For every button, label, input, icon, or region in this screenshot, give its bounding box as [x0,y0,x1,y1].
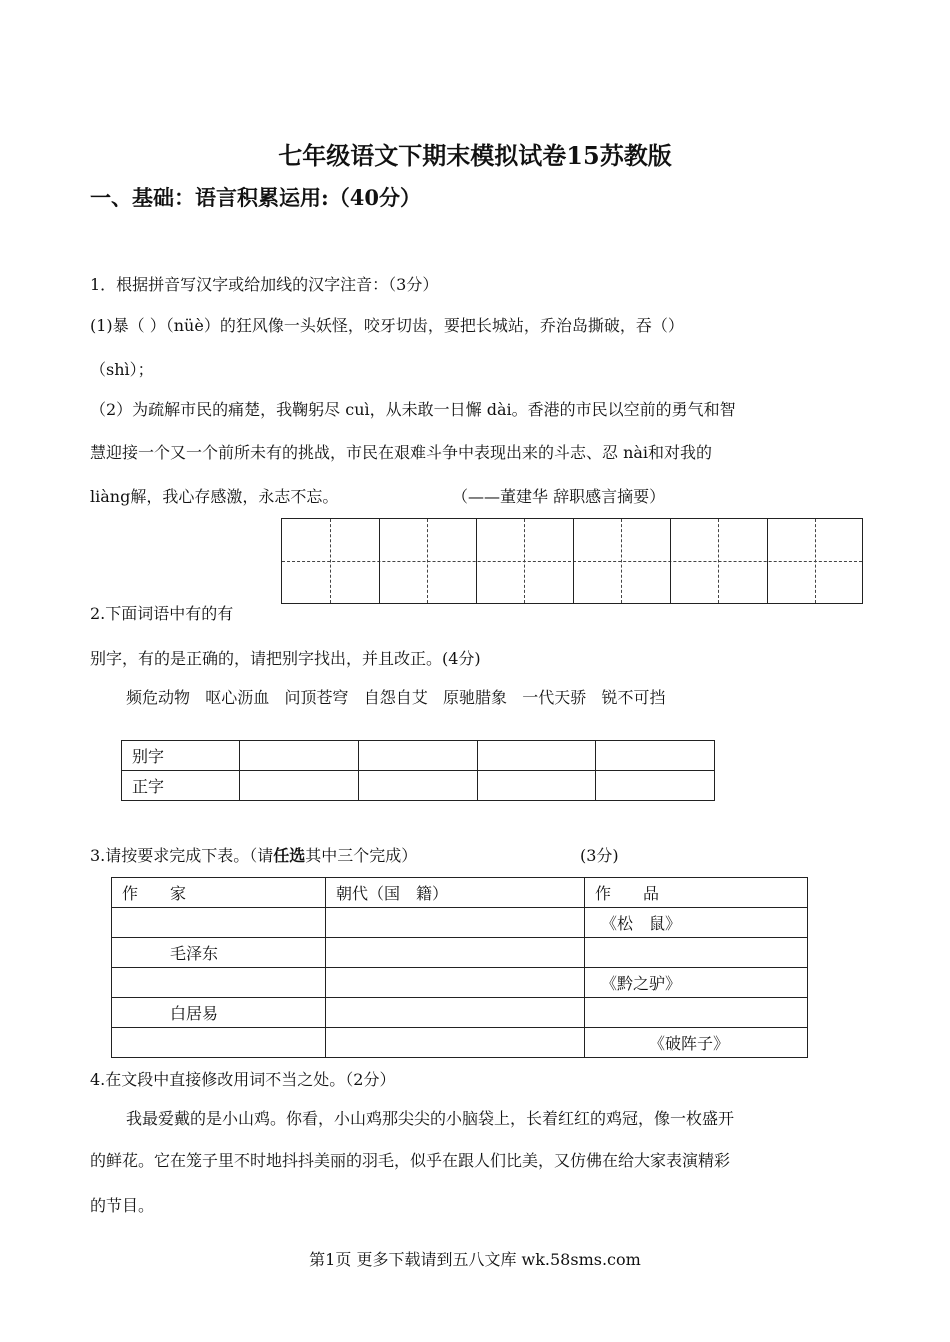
dynasty-cell[interactable] [326,938,585,968]
q1-line2: （shì）； [90,360,154,379]
q1-line3: （2）为疏解市民的痛楚，我鞠躬尽 cuì，从未敢一日懈 dài。香港的市民以空前的勇气和智 [90,400,736,419]
dynasty-cell[interactable] [326,968,585,998]
work-cell: 《松 鼠》 [585,908,808,938]
q1-line5: liàng解，我心存感激，永志不忘。 [90,487,339,506]
work-cell: 《破阵子》 [585,1028,808,1058]
page-title: 七年级语文下期末模拟试卷15苏教版 [278,141,672,170]
dynasty-cell[interactable] [326,908,585,938]
table-row [112,968,808,998]
dynasty-cell[interactable] [326,998,585,1028]
q4-line1: 我最爱戴的是小山鸡。你看，小山鸡那尖尖的小脑袋上，长着红红的鸡冠，像一枚盛开 [126,1109,735,1128]
q1-line4: 慧迎接一个又一个前所未有的挑战，市民在艰难斗争中表现出来的斗志、忍 nài和对我的 [90,443,713,462]
dynasty-cell[interactable] [326,1028,585,1058]
header-dynasty: 朝代（国 籍） [326,878,585,908]
q3-prompt: 3.请按要求完成下表。（请任选其中三个完成） [90,846,418,865]
answer-cell[interactable] [358,771,477,801]
writing-grid[interactable] [281,518,863,604]
author-cell[interactable] [112,1028,326,1058]
table-row [122,741,715,771]
author-cell: 毛泽东 [112,938,326,968]
table-row [112,998,808,1028]
author-cell[interactable] [112,908,326,938]
q4-prompt: 4.在文段中直接修改用词不当之处。（2分） [90,1070,396,1089]
q1-prompt: 1．根据拼音写汉字或给加线的汉字注音：（3分） [90,275,439,294]
q1-line1: (1)暴（ ）（nüè）的狂风像一头妖怪，咬牙切齿，要把长城站，乔治岛撕破，吞（） [90,316,684,335]
answer-cell[interactable] [358,741,477,771]
section-heading: 一、基础：语言积累运用:（40分） [90,185,421,210]
work-cell[interactable] [585,938,808,968]
table-header-row [112,878,808,908]
grid-midline [282,561,862,562]
q1-source: （——董建华 辞职感言摘要） [452,487,666,506]
author-cell[interactable] [112,968,326,998]
q2-prompt-b: 别字，有的是正确的，请把别字找出，并且改正。(4分) [90,649,481,668]
answer-cell[interactable] [240,741,359,771]
answer-cell[interactable] [477,741,596,771]
q3-score: (3分) [580,846,619,865]
row-label: 正字 [122,771,240,801]
q4-line3: 的节目。 [90,1196,155,1215]
answer-cell[interactable] [596,741,715,771]
header-work: 作 品 [585,878,808,908]
table-row [112,1028,808,1058]
authors-table [111,877,808,1058]
q4-line2: 的鲜花。它在笼子里不时地抖抖美丽的羽毛，似乎在跟人们比美，又仿佛在给大家表演精彩 [90,1151,731,1170]
answer-cell[interactable] [240,771,359,801]
author-cell: 白居易 [112,998,326,1028]
work-cell[interactable] [585,998,808,1028]
page-footer: 第1页 更多下载请到五八文库 wk.58sms.com [309,1250,641,1269]
table-row [122,771,715,801]
work-cell: 《黔之驴》 [585,968,808,998]
q2-prompt-a: 2.下面词语中有的有 [90,604,234,623]
correction-table [121,740,715,801]
header-author: 作 家 [112,878,326,908]
table-row [112,908,808,938]
table-row [112,938,808,968]
answer-cell[interactable] [477,771,596,801]
row-label: 别字 [122,741,240,771]
q2-words: 频危动物 呕心沥血 问顶苍穹 自怨自艾 原驰腊象 一代天骄 锐不可挡 [126,688,666,707]
answer-cell[interactable] [596,771,715,801]
